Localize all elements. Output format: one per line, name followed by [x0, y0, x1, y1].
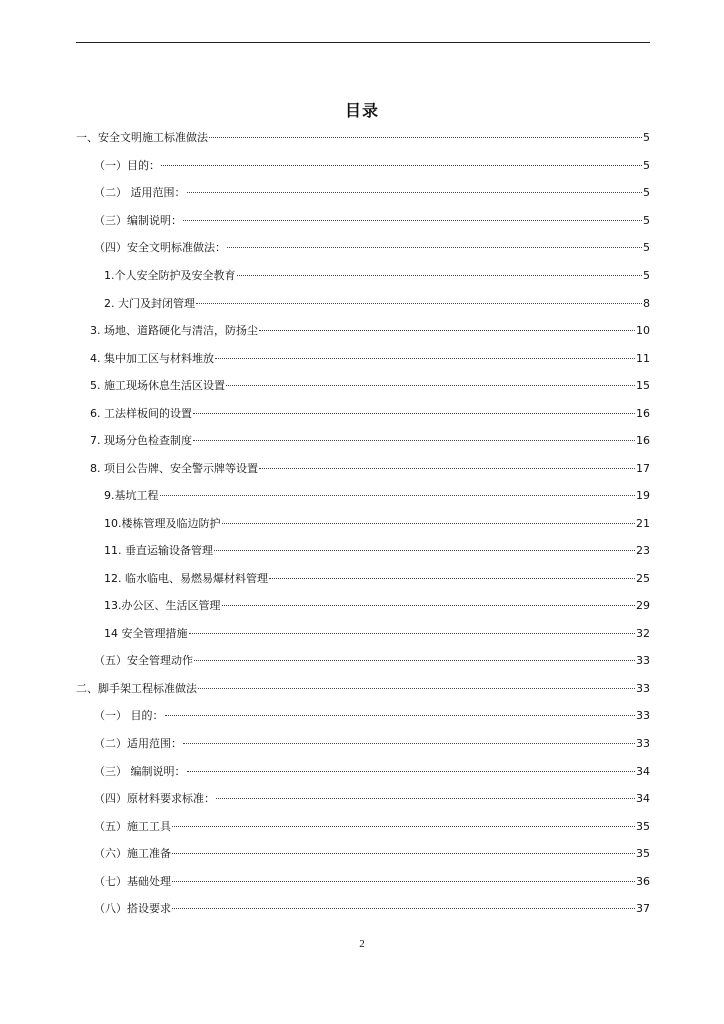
toc-entry[interactable] [94, 654, 650, 668]
toc-dot-leader [259, 468, 635, 469]
toc-dot-leader [194, 660, 635, 661]
toc-entry-page: 8 [643, 297, 650, 310]
toc-entry-page: 36 [636, 875, 650, 888]
toc-entry-page: 33 [636, 654, 650, 667]
toc-entry-page: 33 [636, 682, 650, 695]
toc-entry[interactable] [104, 599, 650, 613]
toc-dot-leader [222, 523, 636, 524]
toc-entry-label: 4. 集中加工区与材料堆放 [90, 352, 214, 365]
toc-entry-page: 19 [636, 489, 650, 502]
toc-dot-leader [222, 605, 636, 606]
toc-entry[interactable] [90, 434, 650, 448]
toc-entry[interactable] [94, 847, 650, 861]
toc-entry-page: 5 [643, 214, 650, 227]
toc-entry-label: 10.楼栋管理及临边防护 [104, 517, 221, 530]
toc-entry[interactable] [94, 902, 650, 916]
toc-entry-label: （三）编制说明： [94, 214, 182, 227]
toc-dot-leader [269, 578, 635, 579]
toc-entry[interactable] [104, 489, 650, 503]
toc-entry[interactable] [90, 407, 650, 421]
toc-entry-page: 33 [636, 709, 650, 722]
toc-dot-leader [183, 220, 642, 221]
toc-entry-page: 33 [636, 737, 650, 750]
toc-title: 目录 [344, 101, 379, 120]
toc-entry-page: 35 [636, 847, 650, 860]
toc-entry[interactable] [90, 462, 650, 476]
toc-entry[interactable] [76, 131, 650, 145]
toc-entry[interactable] [90, 324, 650, 338]
toc-dot-leader [183, 743, 635, 744]
toc-entry-label: （一） 目的： [94, 709, 164, 722]
toc-entry-page: 5 [643, 131, 650, 144]
toc-entry-page: 10 [636, 324, 650, 337]
toc-entry-page: 29 [636, 599, 650, 612]
toc-dot-leader [172, 826, 635, 827]
toc-entry-label: （一）目的： [94, 159, 160, 172]
toc-dot-leader [161, 165, 642, 166]
toc-entry-label: 7. 现场分色检查制度 [90, 434, 192, 447]
toc-entry-page: 16 [636, 434, 650, 447]
toc-entry[interactable] [104, 269, 650, 283]
toc-entry-label: 一、安全文明施工标准做法 [76, 131, 208, 144]
toc-entry-label: 二、脚手架工程标准做法 [76, 682, 197, 695]
toc-entry-page: 5 [643, 241, 650, 254]
toc-entry-label: 3. 场地、道路硬化与清洁，防扬尘 [90, 324, 258, 337]
toc-entry-label: 11. 垂直运输设备管理 [104, 544, 213, 557]
toc-entry[interactable] [94, 820, 650, 834]
toc-dot-leader [215, 358, 635, 359]
toc-entry-page: 32 [636, 627, 650, 640]
toc-entry-label: （五）安全管理动作 [94, 654, 193, 667]
toc-dot-leader [209, 137, 642, 138]
toc-dot-leader [172, 881, 635, 882]
toc-dot-leader [187, 192, 643, 193]
toc-entry[interactable] [90, 352, 650, 366]
toc-entry-label: 2. 大门及封闭管理 [104, 297, 195, 310]
toc-entry-label: （二） 适用范围： [94, 186, 186, 199]
toc-dot-leader [189, 633, 636, 634]
toc-entry-label: 13.办公区、生活区管理 [104, 599, 221, 612]
toc-dot-leader [227, 247, 642, 248]
toc-entry[interactable] [90, 379, 650, 393]
toc-entry[interactable] [76, 682, 650, 696]
toc-entry[interactable] [104, 627, 650, 641]
toc-dot-leader [214, 550, 635, 551]
toc-entry-page: 37 [636, 902, 650, 915]
toc-entry-label: （六）施工准备 [94, 847, 171, 860]
toc-dot-leader [259, 330, 635, 331]
toc-entry[interactable] [94, 159, 650, 173]
toc-entry-label: （五）施工工具 [94, 820, 171, 833]
page-number: 2 [359, 938, 365, 950]
toc-dot-leader [165, 715, 636, 716]
toc-entry[interactable] [94, 875, 650, 889]
toc-entry-page: 34 [636, 792, 650, 805]
toc-entry-page: 5 [643, 159, 650, 172]
toc-dot-leader [196, 303, 642, 304]
toc-dot-leader [193, 413, 635, 414]
toc-entry[interactable] [94, 765, 650, 779]
toc-entry-label: 9.基坑工程 [104, 489, 159, 502]
toc-entry-page: 16 [636, 407, 650, 420]
toc-entry-label: （八）搭设要求 [94, 902, 171, 915]
toc-dot-leader [172, 908, 635, 909]
toc-entry-page: 25 [636, 572, 650, 585]
toc-entry-label: 5. 施工现场休息生活区设置 [90, 379, 225, 392]
toc-entry[interactable] [94, 792, 650, 806]
toc-entry-label: （四）安全文明标准做法： [94, 241, 226, 254]
toc-entry-label: （四）原材料要求标准： [94, 792, 215, 805]
toc-entry[interactable] [104, 572, 650, 586]
toc-entry-label: （二）适用范围： [94, 737, 182, 750]
toc-entry-page: 35 [636, 820, 650, 833]
toc-entry-page: 34 [636, 765, 650, 778]
toc-entry-label: 6. 工法样板间的设置 [90, 407, 192, 420]
toc-entry[interactable] [104, 544, 650, 558]
toc-entry-page: 5 [643, 269, 650, 282]
toc-entry-label: （七）基础处理 [94, 875, 171, 888]
toc-dot-leader [172, 853, 635, 854]
toc-dot-leader [216, 798, 635, 799]
toc-entry[interactable] [94, 186, 650, 200]
toc-entry[interactable] [104, 517, 650, 531]
toc-entry[interactable] [94, 737, 650, 751]
toc-entry-label: 14 安全管理措施 [104, 627, 188, 640]
toc-dot-leader [193, 440, 635, 441]
toc-dot-leader [226, 385, 635, 386]
toc-dot-leader [160, 495, 636, 496]
toc-entry[interactable] [94, 241, 650, 255]
toc-entry-page: 11 [636, 352, 650, 365]
toc-entry-label: 12. 临水临电、易燃易爆材料管理 [104, 572, 268, 585]
toc-entry[interactable] [94, 709, 650, 723]
toc-entry[interactable] [104, 297, 650, 311]
toc-entry[interactable] [94, 214, 650, 228]
toc-entry-label: （三） 编制说明： [94, 765, 186, 778]
toc-entry-label: 8. 项目公告牌、安全警示牌等设置 [90, 462, 258, 475]
toc-dot-leader [237, 275, 643, 276]
toc-dot-leader [187, 771, 636, 772]
toc-entry-page: 5 [643, 186, 650, 199]
toc-entry-page: 23 [636, 544, 650, 557]
toc-dot-leader [198, 688, 635, 689]
toc-entry-page: 15 [636, 379, 650, 392]
toc-entry-page: 17 [636, 462, 650, 475]
toc-entry-page: 21 [636, 517, 650, 530]
toc-entry-label: 1.个人安全防护及安全教育 [104, 269, 236, 282]
